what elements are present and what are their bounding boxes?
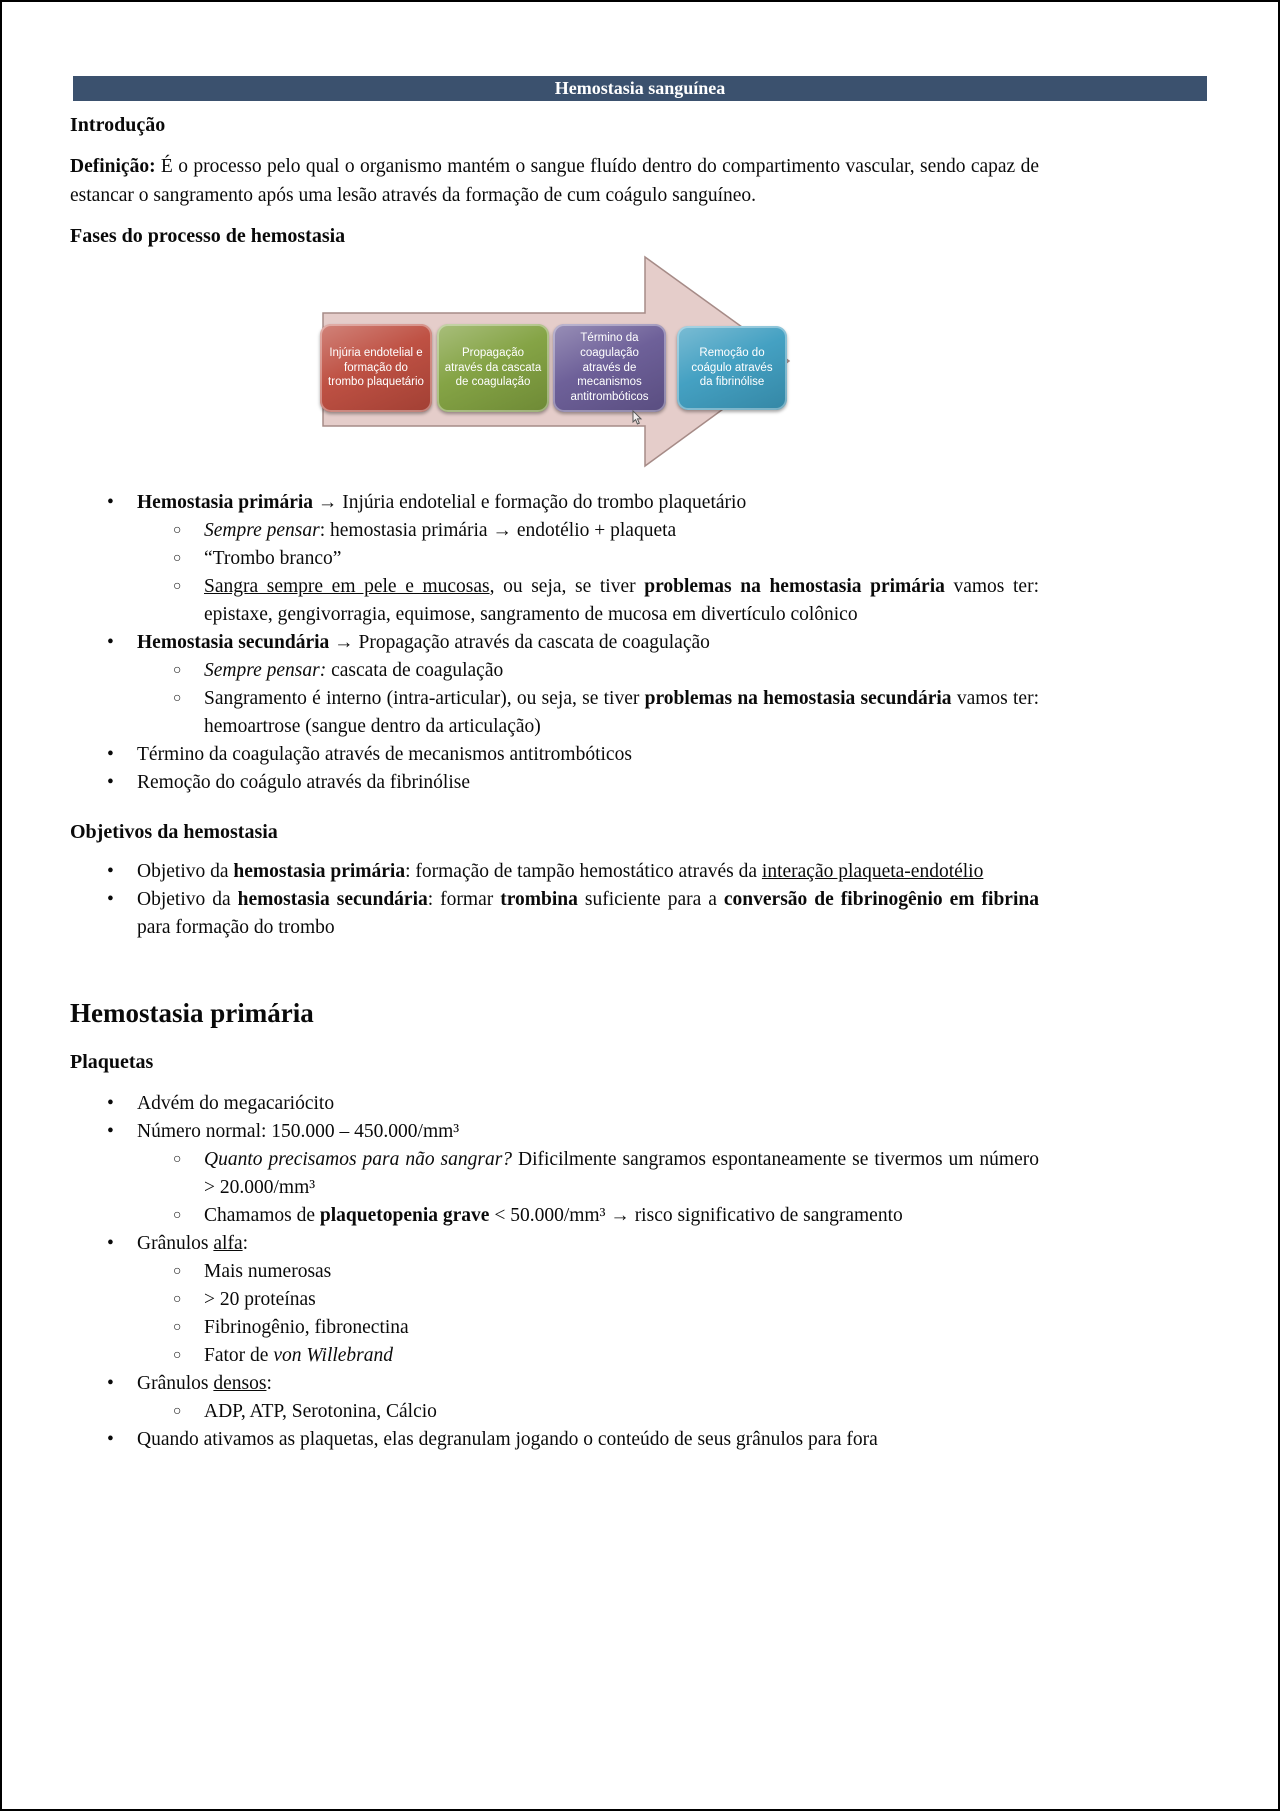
text-segment: cascata de coagulação <box>326 660 504 681</box>
bullet-circle-icon: ○ <box>173 1152 182 1167</box>
list-item <box>70 1314 1039 1342</box>
text-segment: von Willebrand <box>273 1345 394 1366</box>
text-segment: → Propagação através da cascata de coagulação <box>329 632 710 653</box>
text-segment: Objetivo da <box>137 889 238 910</box>
bullet-circle-icon: ○ <box>173 663 182 678</box>
text-segment: ADP, ATP, Serotonina, Cálcio <box>204 1401 437 1422</box>
text-segment: Sempre pensar: <box>204 660 327 681</box>
list-item <box>70 1118 1039 1146</box>
list-item-text <box>204 576 1039 625</box>
diagram-step-1: Injúria endotelial e formação do trombo plaquetário <box>320 324 432 412</box>
bullet-circle-icon: ○ <box>173 1404 182 1419</box>
bullet-disc-icon: • <box>107 772 114 793</box>
list-item-text <box>137 1373 272 1394</box>
bullet-circle-icon: ○ <box>173 691 182 706</box>
text-segment: → Injúria endotelial e formação do trombo plaquetário <box>313 492 747 513</box>
text-segment: para formação do trombo <box>137 917 335 938</box>
text-segment: : formação de tampão hemostático através da <box>405 861 762 882</box>
definition-paragraph <box>70 152 1039 210</box>
bullet-disc-icon: • <box>107 889 114 910</box>
text-segment: : formar <box>427 889 501 910</box>
bullet-circle-icon: ○ <box>173 1292 182 1307</box>
list-item <box>70 741 1039 769</box>
objetivos-bullet-list <box>70 858 1039 942</box>
section-heading-hemostasia-primaria: Hemostasia primária <box>70 998 314 1028</box>
text-segment: alfa <box>213 1233 243 1254</box>
text-segment: Grânulos <box>137 1373 214 1394</box>
text-segment: É o processo pelo qual o organismo mantém o sangue fluído dentro do compartimento vascular, sendo capaz de estancar o sangramento após uma lesão através da formação de cum coágulo sanguíneo. <box>70 156 1039 206</box>
list-item <box>70 1230 1039 1258</box>
text-segment: Grânulos <box>137 1233 214 1254</box>
bullet-circle-icon: ○ <box>173 1264 182 1279</box>
bullet-circle-icon: ○ <box>173 579 182 594</box>
section-heading-introducao: Introdução <box>70 114 166 136</box>
section-heading-objetivos: Objetivos da hemostasia <box>70 821 278 843</box>
list-item <box>70 1398 1039 1426</box>
list-item-text <box>137 772 470 793</box>
bullet-circle-icon: ○ <box>173 1348 182 1363</box>
text-segment: : <box>242 1233 249 1254</box>
list-item-text <box>204 688 1039 737</box>
text-segment: Chamamos de <box>204 1205 320 1226</box>
section-heading-fases: Fases do processo de hemostasia <box>70 225 346 247</box>
list-item <box>70 1202 1039 1230</box>
document-title-bar: Hemostasia sanguínea <box>73 76 1207 101</box>
list-item <box>70 657 1039 685</box>
bullet-disc-icon: • <box>107 632 114 653</box>
list-item-text <box>137 861 983 882</box>
list-item-text <box>137 1233 248 1254</box>
document-body <box>2 114 1278 1454</box>
bullet-disc-icon: • <box>107 861 114 882</box>
text-segment: densos <box>213 1373 267 1394</box>
list-item <box>70 1286 1039 1314</box>
text-segment: hemostasia secundária <box>237 889 428 910</box>
text-segment: , ou seja, se tiver <box>489 576 645 597</box>
text-segment: Objetivo da <box>137 861 234 882</box>
diagram-step-2: Propagação através da cascata de coagulação <box>437 324 549 412</box>
list-item-text <box>137 1429 878 1450</box>
list-item-text <box>137 492 746 513</box>
diagram-step-4: Remoção do coágulo através da fibrinólise <box>677 326 787 410</box>
list-item <box>70 545 1039 573</box>
list-item-text <box>204 520 676 541</box>
text-segment: plaquetopenia grave <box>319 1205 490 1226</box>
plaquetas-bullet-list <box>70 1090 1039 1454</box>
section-heading-plaquetas: Plaquetas <box>70 1051 154 1073</box>
mouse-pointer-icon <box>632 410 643 425</box>
list-item-text <box>204 1345 393 1366</box>
list-item-text <box>204 660 503 681</box>
list-item <box>70 629 1039 657</box>
text-segment: : hemostasia primária → endotélio + plaqueta <box>319 520 677 541</box>
list-item <box>70 1090 1039 1118</box>
text-segment: problemas na hemostasia secundária <box>644 688 952 709</box>
list-item <box>70 685 1039 741</box>
text-segment: Sangra sempre em pele e mucosas <box>204 576 490 597</box>
text-segment: Sempre pensar <box>204 520 320 541</box>
bullet-disc-icon: • <box>107 1093 114 1114</box>
text-segment: Fibrinogênio, fibronectina <box>204 1317 409 1338</box>
list-item <box>70 573 1039 629</box>
text-segment: Término da coagulação através de mecanismos antitrombóticos <box>137 744 632 765</box>
list-item-text <box>137 744 632 765</box>
text-segment: trombina <box>500 889 578 910</box>
fases-bullet-list <box>70 489 1039 797</box>
list-item <box>70 858 1039 886</box>
list-item <box>70 517 1039 545</box>
hemostasis-flow-diagram <box>315 254 793 469</box>
bullet-circle-icon: ○ <box>173 1320 182 1335</box>
list-item <box>70 886 1039 942</box>
text-segment: interação plaqueta-endotélio <box>761 861 984 882</box>
bullet-disc-icon: • <box>107 1233 114 1254</box>
bullet-circle-icon: ○ <box>173 551 182 566</box>
list-item-text <box>204 1401 437 1422</box>
list-item-text <box>204 1261 331 1282</box>
list-item-text <box>204 548 341 569</box>
bullet-circle-icon: ○ <box>173 523 182 538</box>
text-segment: “Trombo branco” <box>204 548 342 569</box>
text-segment: Quando ativamos as plaquetas, elas degranulam jogando o conteúdo de seus grânulos para fora <box>137 1429 878 1450</box>
list-item-text <box>137 889 1039 938</box>
text-segment: Dificilmente sangramos espontaneamente se tivermos um número > 20.000/mm³ <box>204 1149 1039 1198</box>
list-item-text <box>137 1121 459 1142</box>
bullet-disc-icon: • <box>107 744 114 765</box>
text-segment: suficiente para a <box>577 889 724 910</box>
bullet-disc-icon: • <box>107 1121 114 1142</box>
list-item-text <box>204 1317 409 1338</box>
text-segment: < 50.000/mm³ → risco significativo de sangramento <box>489 1205 903 1226</box>
text-segment: problemas na hemostasia primária <box>644 576 945 597</box>
text-segment: > 20 proteínas <box>204 1289 316 1310</box>
list-item <box>70 1342 1039 1370</box>
bullet-circle-icon: ○ <box>173 1208 182 1223</box>
diagram-step-3: Término da coagulação através de mecanismos antitrombóticos <box>553 324 666 412</box>
bullet-disc-icon: • <box>107 1373 114 1394</box>
list-item-text <box>204 1289 316 1310</box>
text-segment: conversão de fibrinogênio em fibrina <box>723 889 1039 910</box>
text-segment: Sangramento é interno (intra-articular), ou seja, se tiver <box>204 688 645 709</box>
text-segment: Mais numerosas <box>204 1261 332 1282</box>
bullet-disc-icon: • <box>107 1429 114 1450</box>
text-segment: hemostasia primária <box>233 861 406 882</box>
list-item-text <box>204 1149 1039 1198</box>
list-item <box>70 769 1039 797</box>
list-item-text <box>204 1205 903 1226</box>
text-segment: Hemostasia primária <box>137 492 314 513</box>
text-segment: Hemostasia secundária <box>137 632 330 653</box>
list-item-text <box>137 1093 334 1114</box>
list-item <box>70 1258 1039 1286</box>
text-segment: Advém do megacariócito <box>137 1093 335 1114</box>
text-segment: : <box>266 1373 272 1394</box>
text-segment: Definição: <box>70 156 156 177</box>
text-segment: Fator de <box>204 1345 274 1366</box>
list-item <box>70 1426 1039 1454</box>
list-item-text <box>137 632 710 653</box>
text-segment: vamos ter: hemoartrose (sangue dentro da articulação) <box>204 688 1039 737</box>
list-item <box>70 1370 1039 1398</box>
text-segment: Número normal: 150.000 – 450.000/mm³ <box>137 1121 460 1142</box>
list-item <box>70 489 1039 517</box>
text-segment: Remoção do coágulo através da fibrinólise <box>137 772 471 793</box>
text-segment: Quanto precisamos para não sangrar? <box>204 1149 513 1170</box>
bullet-disc-icon: • <box>107 492 114 513</box>
text-segment: vamos ter: epistaxe, gengivorragia, equimose, sangramento de mucosa em divertículo colônico <box>204 576 1039 625</box>
list-item <box>70 1146 1039 1202</box>
